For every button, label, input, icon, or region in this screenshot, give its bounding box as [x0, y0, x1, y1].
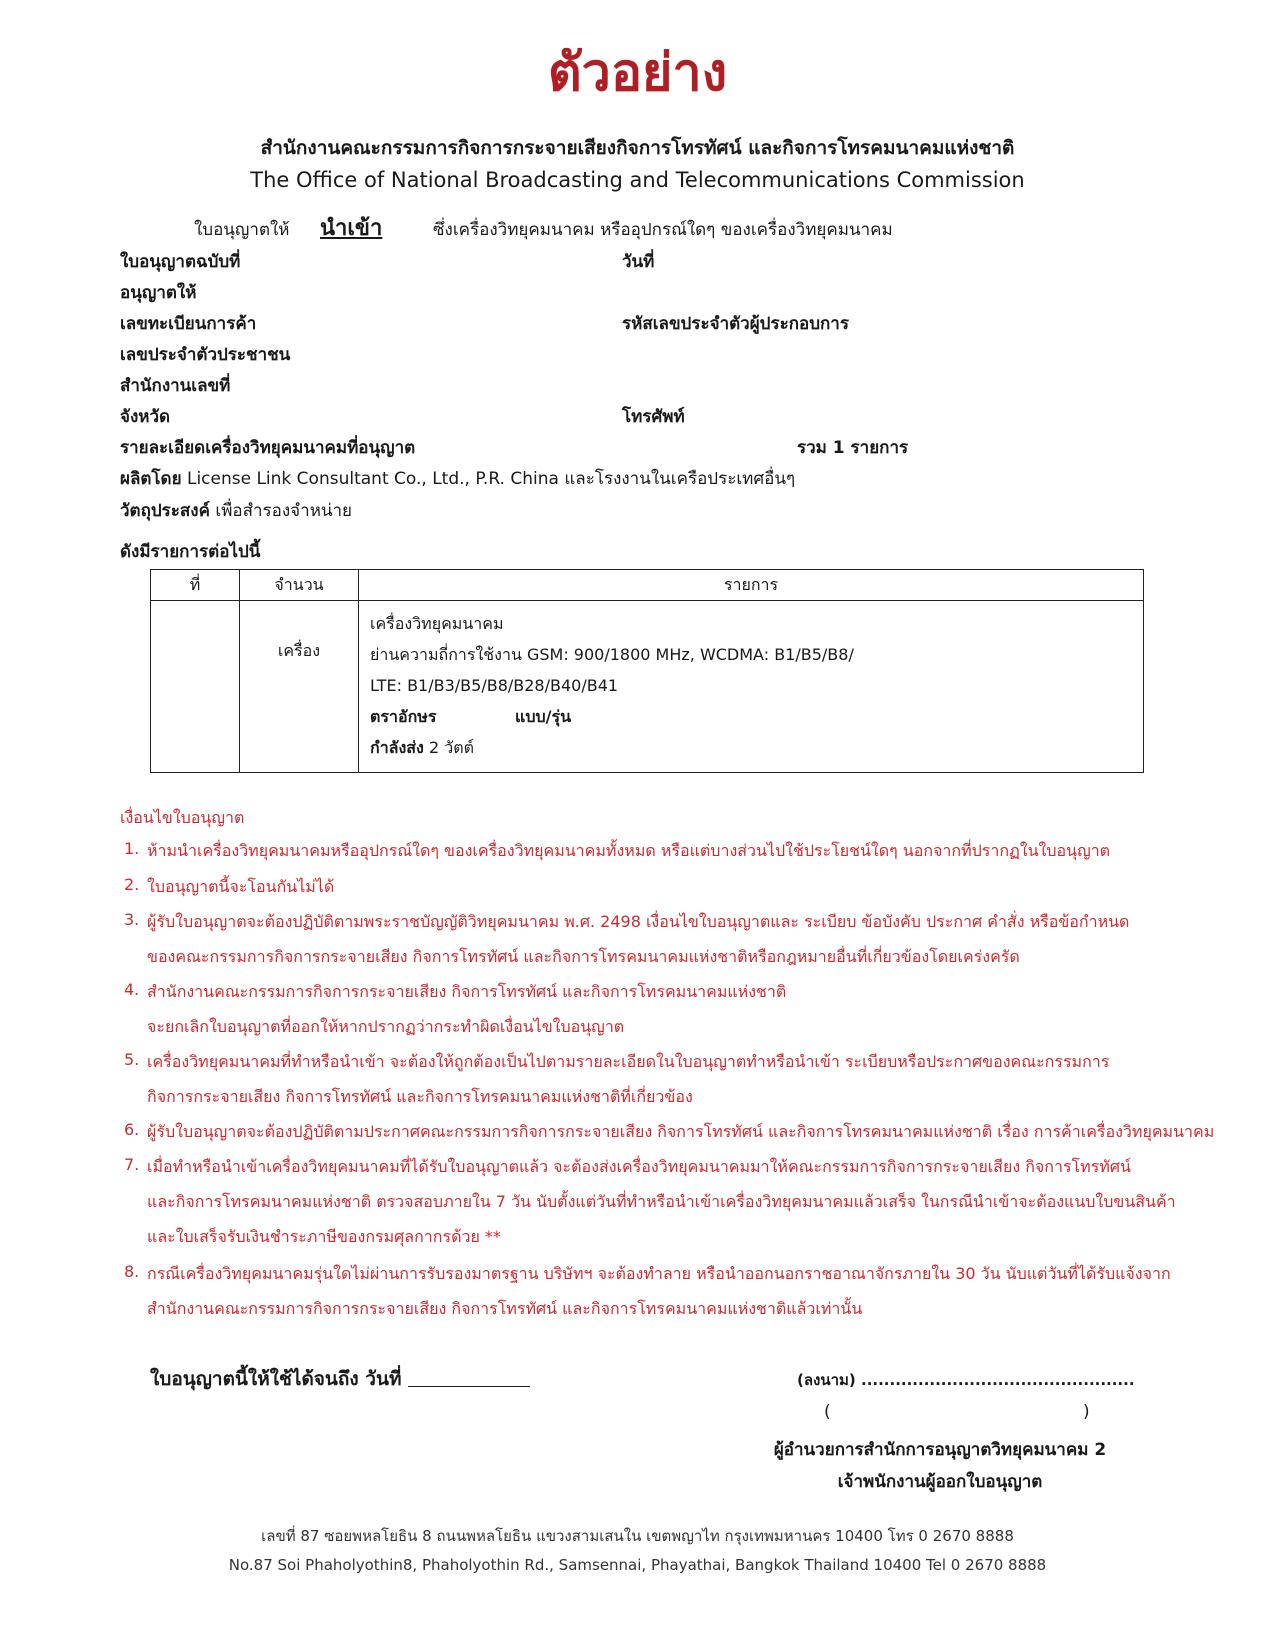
condition-text-line: ผู้รับใบอนุญาตจะต้องปฏิบัติตามพระราชบัญญัติวิทยุคมนาคม พ.ศ. 2498 เงื่อนไขใบอนุญาตและ ระเบียบ ข้อบังคับ ประกาศ คำสั่ง หรือข้อกำหนด — [147, 912, 1130, 931]
condition-text-line: เมื่อทำหรือนำเข้าเครื่องวิทยุคมนาคมที่ได้รับใบอนุญาตแล้ว จะต้องส่งเครื่องวิทยุคมนาคมมาให้คณะกรรมการกิจการกระจายเสียง กิจการโทรทัศน์ — [147, 1157, 1131, 1176]
license-line-suffix: ซึ่งเครื่องวิทยุคมนาคม หรืออุปกรณ์ใดๆ ของเครื่องวิทยุคมนาคม — [433, 220, 893, 240]
model-label: แบบ/รุ่น — [515, 707, 571, 726]
made-by-value: License Link Consultant Co., Ltd., P.R. China และโรงงานในเครือประเทศอื่นๆ — [186, 469, 796, 489]
field-details-label: รายละเอียดเครื่องวิทยุคมนาคมที่อนุญาต — [120, 438, 416, 458]
table-row — [151, 601, 1144, 773]
field-province: จังหวัด — [120, 407, 171, 427]
field-office-no: สำนักงานเลขที่ — [120, 376, 231, 396]
condition-number: 4. — [124, 980, 140, 999]
condition-number: 1. — [124, 839, 140, 858]
license-action-import: นำเข้า — [320, 216, 383, 241]
validity-line — [150, 1364, 530, 1394]
condition-number: 7. — [124, 1155, 140, 1174]
brand-model-line — [370, 701, 1132, 732]
field-trade-reg: เลขทะเบียนการค้า — [120, 314, 257, 334]
items-table — [150, 569, 1144, 773]
purpose-value: เพื่อสำรองจำหน่าย — [215, 501, 353, 521]
condition-text-line: สำนักงานคณะกรรมการกิจการกระจายเสียง กิจการโทรทัศน์ และกิจการโทรคมนาคมแห่งชาติ — [147, 982, 787, 1001]
condition-text-line: สำนักงานคณะกรรมการกิจการกระจายเสียง กิจการโทรทัศน์ และกิจการโทรคมนาคมแห่งชาติแล้วเท่านั้น — [147, 1299, 863, 1318]
power-line — [370, 732, 1132, 763]
condition-text-line: ของคณะกรรมการกิจการกระจายเสียง กิจการโทรทัศน์ และกิจการโทรคมนาคมแห่งชาติหรือกฎหมายอื่นที่เกี่ยวข้องโดยเคร่งครัด — [147, 947, 1020, 966]
item-line: เครื่องวิทยุคมนาคม — [370, 614, 504, 633]
footer-address-english: No.87 Soi Phaholyothin8, Phaholyothin Rd., Samsennai, Phayathai, Bangkok Thailand 10400 Tel 0 2670 8888 — [228, 1556, 1047, 1574]
condition-number: 3. — [124, 910, 140, 929]
condition-text-line: และกิจการโทรคมนาคมแห่งชาติ ตรวจสอบภายใน 7 วัน นับตั้งแต่วันที่ทำหรือนำเข้าเครื่องวิทยุคมนาคมแล้วเสร็จ ในกรณีนำเข้าจะต้องแนบใบขนสินค้า — [147, 1192, 1176, 1211]
field-operator-code: รหัสเลขประจำตัวผู้ประกอบการ — [622, 314, 849, 334]
item-line: ย่านความถี่การใช้งาน GSM: 900/1800 MHz, WCDMA: B1/B5/B8/ — [370, 645, 854, 664]
header-qty: จำนวน — [240, 570, 359, 601]
field-phone: โทรศัพท์ — [622, 407, 685, 427]
field-date: วันที่ — [622, 252, 655, 272]
item-line: LTE: B1/B3/B5/B8/B28/B40/B41 — [370, 676, 619, 695]
signer-title-1: ผู้อำนวยการสำนักการอนุญาตวิทยุคมนาคม 2 — [773, 1440, 1107, 1460]
condition-text-line: ผู้รับใบอนุญาตจะต้องปฏิบัติตามประกาศคณะกรรมการกิจการกระจายเสียง กิจการโทรทัศน์ และกิจการโทรคมนาคมแห่งชาติ เรื่อง การค้าเครื่องวิทยุคมนาคม — [147, 1122, 1215, 1141]
validity-date-blank — [408, 1368, 530, 1387]
validity-label: ใบอนุญาตนี้ให้ใช้ได้จนถึง วันที่ — [150, 1368, 402, 1390]
row-qty: เครื่อง — [240, 601, 359, 773]
made-by-label: ผลิตโดย — [120, 469, 182, 489]
condition-number: 2. — [124, 875, 140, 894]
condition-text-line: กรณีเครื่องวิทยุคมนาคมรุ่นใดไม่ผ่านการรับรองมาตรฐาน บริษัทฯ จะต้องทำลาย หรือนำออกนอกราชอาณาจักรภายใน 30 วัน นับแต่วันที่ได้รับแจ้งจาก — [147, 1264, 1171, 1283]
signer-title-2: เจ้าพนักงานผู้ออกใบอนุญาต — [837, 1472, 1043, 1492]
org-name-thai: สำนักงานคณะกรรมการกิจการกระจายเสียงกิจการโทรทัศน์ และกิจการโทรคมนาคมแห่งชาติ — [260, 137, 1015, 159]
condition-text-line: ใบอนุญาตนี้จะโอนกันไม่ได้ — [147, 877, 335, 896]
brand-label: ตราอักษร — [370, 707, 437, 726]
list-intro: ดังมีรายการต่อไปนี้ — [120, 542, 261, 562]
condition-number: 8. — [124, 1262, 140, 1281]
condition-text-line: และใบเสร็จรับเงินชำระภาษีของกรมศุลกากรด้วย ** — [147, 1227, 501, 1246]
condition-number: 5. — [124, 1050, 140, 1069]
license-line-prefix: ใบอนุญาตให้ — [194, 220, 290, 240]
signature-paren-open: ( — [824, 1402, 831, 1422]
condition-number: 6. — [124, 1120, 140, 1139]
signature-paren-close: ) — [1083, 1402, 1090, 1422]
condition-text-line: กิจการกระจายเสียง กิจการโทรทัศน์ และกิจการโทรคมนาคมแห่งชาติที่เกี่ยวข้อง — [147, 1087, 693, 1106]
purpose-label: วัตถุประสงค์ — [120, 501, 210, 521]
power-label: กำลังส่ง — [370, 738, 424, 757]
power-value: 2 วัตต์ — [428, 738, 474, 757]
row-no — [151, 601, 240, 773]
header-item: รายการ — [359, 570, 1144, 601]
sample-watermark-title: ตัวอย่าง — [547, 43, 728, 103]
condition-text-line: เครื่องวิทยุคมนาคมที่ทำหรือนำเข้า จะต้องให้ถูกต้องเป็นไปตามรายละเอียดในใบอนุญาตทำหรือนำเข้า ระเบียบหรือประกาศของคณะกรรมการ — [147, 1052, 1110, 1071]
field-grantee: อนุญาตให้ — [120, 283, 197, 303]
signature-line: (ลงนาม) ................................................ — [797, 1371, 1135, 1389]
org-name-english: The Office of National Broadcasting and Telecommunications Commission — [250, 168, 1025, 192]
header-no: ที่ — [151, 570, 240, 601]
field-license-no: ใบอนุญาตฉบับที่ — [120, 252, 241, 272]
row-item-cell — [359, 601, 1144, 773]
field-total-items: รวม 1 รายการ — [797, 438, 909, 458]
field-made-by — [120, 465, 795, 492]
table-header-row — [151, 570, 1144, 601]
field-purpose — [120, 497, 352, 524]
field-citizen-id: เลขประจำตัวประชาชน — [120, 345, 291, 365]
footer-address-thai: เลขที่ 87 ซอยพหลโยธิน 8 ถนนพหลโยธิน แขวงสามเสนใน เขตพญาไท กรุงเทพมหานคร 10400 โทร 0 2670 8888 — [261, 1527, 1014, 1545]
condition-text-line: ห้ามนำเครื่องวิทยุคมนาคมหรืออุปกรณ์ใดๆ ของเครื่องวิทยุคมนาคมทั้งหมด หรือแต่บางส่วนไปใช้ประโยชน์ใดๆ นอกจากที่ปรากฏในใบอนุญาต — [147, 841, 1111, 860]
conditions-title: เงื่อนไขใบอนุญาต — [120, 808, 245, 827]
condition-text-line: จะยกเลิกใบอนุญาตที่ออกให้หากปรากฏว่ากระทำผิดเงื่อนไขใบอนุญาต — [147, 1017, 625, 1036]
